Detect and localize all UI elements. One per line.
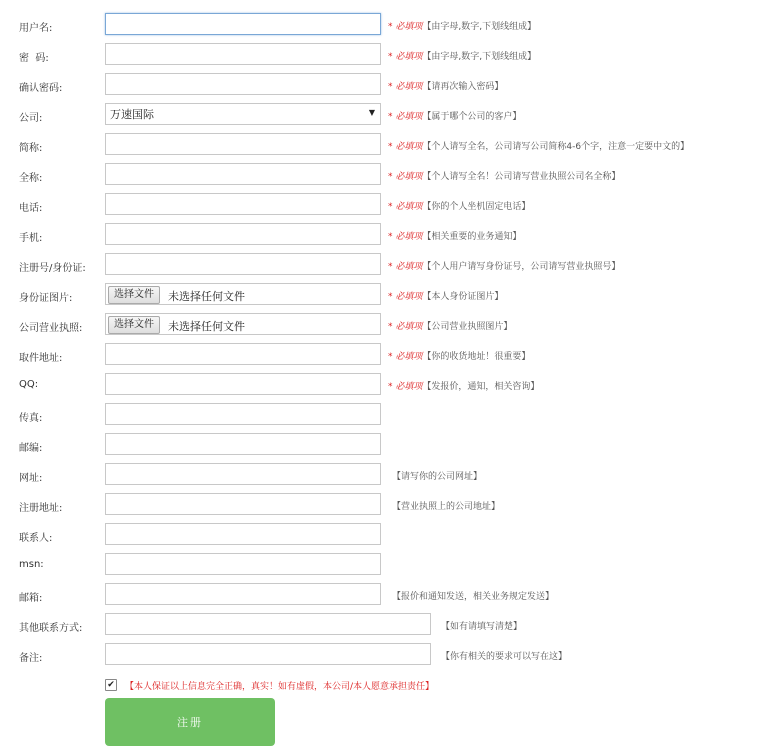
qq-label: QQ: <box>19 379 39 390</box>
password-hint: * 必填项【由字母,数字,下划线组成】 <box>388 52 537 62</box>
business-license-file-status: 未选择任何文件 <box>168 320 245 333</box>
form-row-phone <box>0 191 760 221</box>
password-label: 密 码: <box>19 53 49 64</box>
msn-input[interactable] <box>105 553 381 575</box>
form-row-username <box>0 11 760 41</box>
form-row-password <box>0 41 760 71</box>
mobile-input[interactable] <box>105 223 381 245</box>
form-row-fax <box>0 401 760 431</box>
registered-address-input[interactable] <box>105 493 381 515</box>
id-image-choose-file-button[interactable]: 选择文件 <box>108 286 160 304</box>
website-label: 网址: <box>19 473 43 484</box>
short-name-label: 简称: <box>19 143 43 154</box>
business-license-choose-file-button[interactable]: 选择文件 <box>108 316 160 334</box>
contact-person-label: 联系人: <box>19 533 53 544</box>
form-row-company <box>0 101 760 131</box>
form-row-pickup-address <box>0 341 760 371</box>
form-row-registration-id <box>0 251 760 281</box>
form-row-msn <box>0 551 760 581</box>
form-row-business-license <box>0 311 760 341</box>
agreement-text: 【本人保证以上信息完全正确，真实！如有虚假，本公司/本人愿意承担责任】 <box>125 682 435 692</box>
id-image-label: 身份证图片: <box>19 293 73 304</box>
email-label: 邮箱: <box>19 593 43 604</box>
form-row-id-image <box>0 281 760 311</box>
form-row-registered-address <box>0 491 760 521</box>
remarks-hint: 【你有相关的要求可以写在这】 <box>441 652 568 662</box>
website-hint: 【请写你的公司网址】 <box>392 472 483 482</box>
full-name-hint: * 必填项【个人请写全名！公司请写营业执照公司名全称】 <box>388 172 621 182</box>
confirm-password-input[interactable] <box>105 73 381 95</box>
business-license-file-input <box>105 313 381 335</box>
postcode-label: 邮编: <box>19 443 43 454</box>
business-license-hint: * 必填项【公司营业执照图片】 <box>388 322 513 332</box>
msn-label: msn: <box>19 559 44 570</box>
short-name-input[interactable] <box>105 133 381 155</box>
contact-person-input[interactable] <box>105 523 381 545</box>
other-contact-hint: 【如有请填写清楚】 <box>441 622 523 632</box>
form-row-full-name <box>0 161 760 191</box>
register-button[interactable]: 注册 <box>105 698 275 746</box>
form-row-postcode <box>0 431 760 461</box>
company-select[interactable] <box>105 103 381 125</box>
registration-id-hint: * 必填项【个人用户请写身份证号，公司请写营业执照号】 <box>388 262 621 272</box>
registered-address-hint: 【营业执照上的公司地址】 <box>392 502 501 512</box>
full-name-input[interactable] <box>105 163 381 185</box>
form-row-confirm-password <box>0 71 760 101</box>
short-name-hint: * 必填项【个人请写全名，公司请写公司简称4-6个字，注意一定要中文的】 <box>388 142 690 152</box>
mobile-hint: * 必填项【相关重要的业务通知】 <box>388 232 522 242</box>
pickup-address-input[interactable] <box>105 343 381 365</box>
mobile-label: 手机: <box>19 233 43 244</box>
email-input[interactable] <box>105 583 381 605</box>
username-hint: * 必填项【由字母,数字,下划线组成】 <box>388 22 537 32</box>
registration-id-input[interactable] <box>105 253 381 275</box>
form-row-website <box>0 461 760 491</box>
phone-hint: * 必填项【你的个人坐机固定电话】 <box>388 202 531 212</box>
form-row-qq <box>0 371 760 401</box>
remarks-input[interactable] <box>105 643 431 665</box>
qq-hint: * 必填项【发报价，通知，相关咨询】 <box>388 382 540 392</box>
id-image-file-status: 未选择任何文件 <box>168 290 245 303</box>
business-license-label: 公司营业执照: <box>19 323 83 334</box>
confirm-password-hint: * 必填项【请再次输入密码】 <box>388 82 504 92</box>
username-label: 用户名: <box>19 23 53 34</box>
phone-input[interactable] <box>105 193 381 215</box>
form-row-remarks <box>0 641 760 671</box>
company-select-value: 万速国际 <box>110 108 154 121</box>
password-input[interactable] <box>105 43 381 65</box>
form-row-email <box>0 581 760 611</box>
phone-label: 电话: <box>19 203 43 214</box>
other-contact-label: 其他联系方式: <box>19 623 83 634</box>
qq-input[interactable] <box>105 373 381 395</box>
confirm-password-label: 确认密码: <box>19 83 63 94</box>
remarks-label: 备注: <box>19 653 43 664</box>
company-label: 公司: <box>19 113 43 124</box>
registration-id-label: 注册号/身份证: <box>19 263 86 274</box>
dropdown-arrow-icon: ▼ <box>368 108 375 117</box>
fax-input[interactable] <box>105 403 381 425</box>
username-input[interactable] <box>105 13 381 35</box>
form-row-other-contact <box>0 611 760 641</box>
company-hint: * 必填项【属于哪个公司的客户】 <box>388 112 522 122</box>
id-image-file-input <box>105 283 381 305</box>
postcode-input[interactable] <box>105 433 381 455</box>
email-hint: 【报价和通知发送，相关业务规定发送】 <box>392 592 555 602</box>
form-row-mobile <box>0 221 760 251</box>
other-contact-input[interactable] <box>105 613 431 635</box>
agreement-checkbox[interactable]: ✔ <box>105 679 117 691</box>
pickup-address-hint: * 必填项【你的收货地址！很重要】 <box>388 352 531 362</box>
id-image-hint: * 必填项【本人身份证图片】 <box>388 292 504 302</box>
website-input[interactable] <box>105 463 381 485</box>
form-row-short-name <box>0 131 760 161</box>
registered-address-label: 注册地址: <box>19 503 63 514</box>
form-row-contact-person <box>0 521 760 551</box>
pickup-address-label: 取件地址: <box>19 353 63 364</box>
full-name-label: 全称: <box>19 173 43 184</box>
fax-label: 传真: <box>19 413 43 424</box>
